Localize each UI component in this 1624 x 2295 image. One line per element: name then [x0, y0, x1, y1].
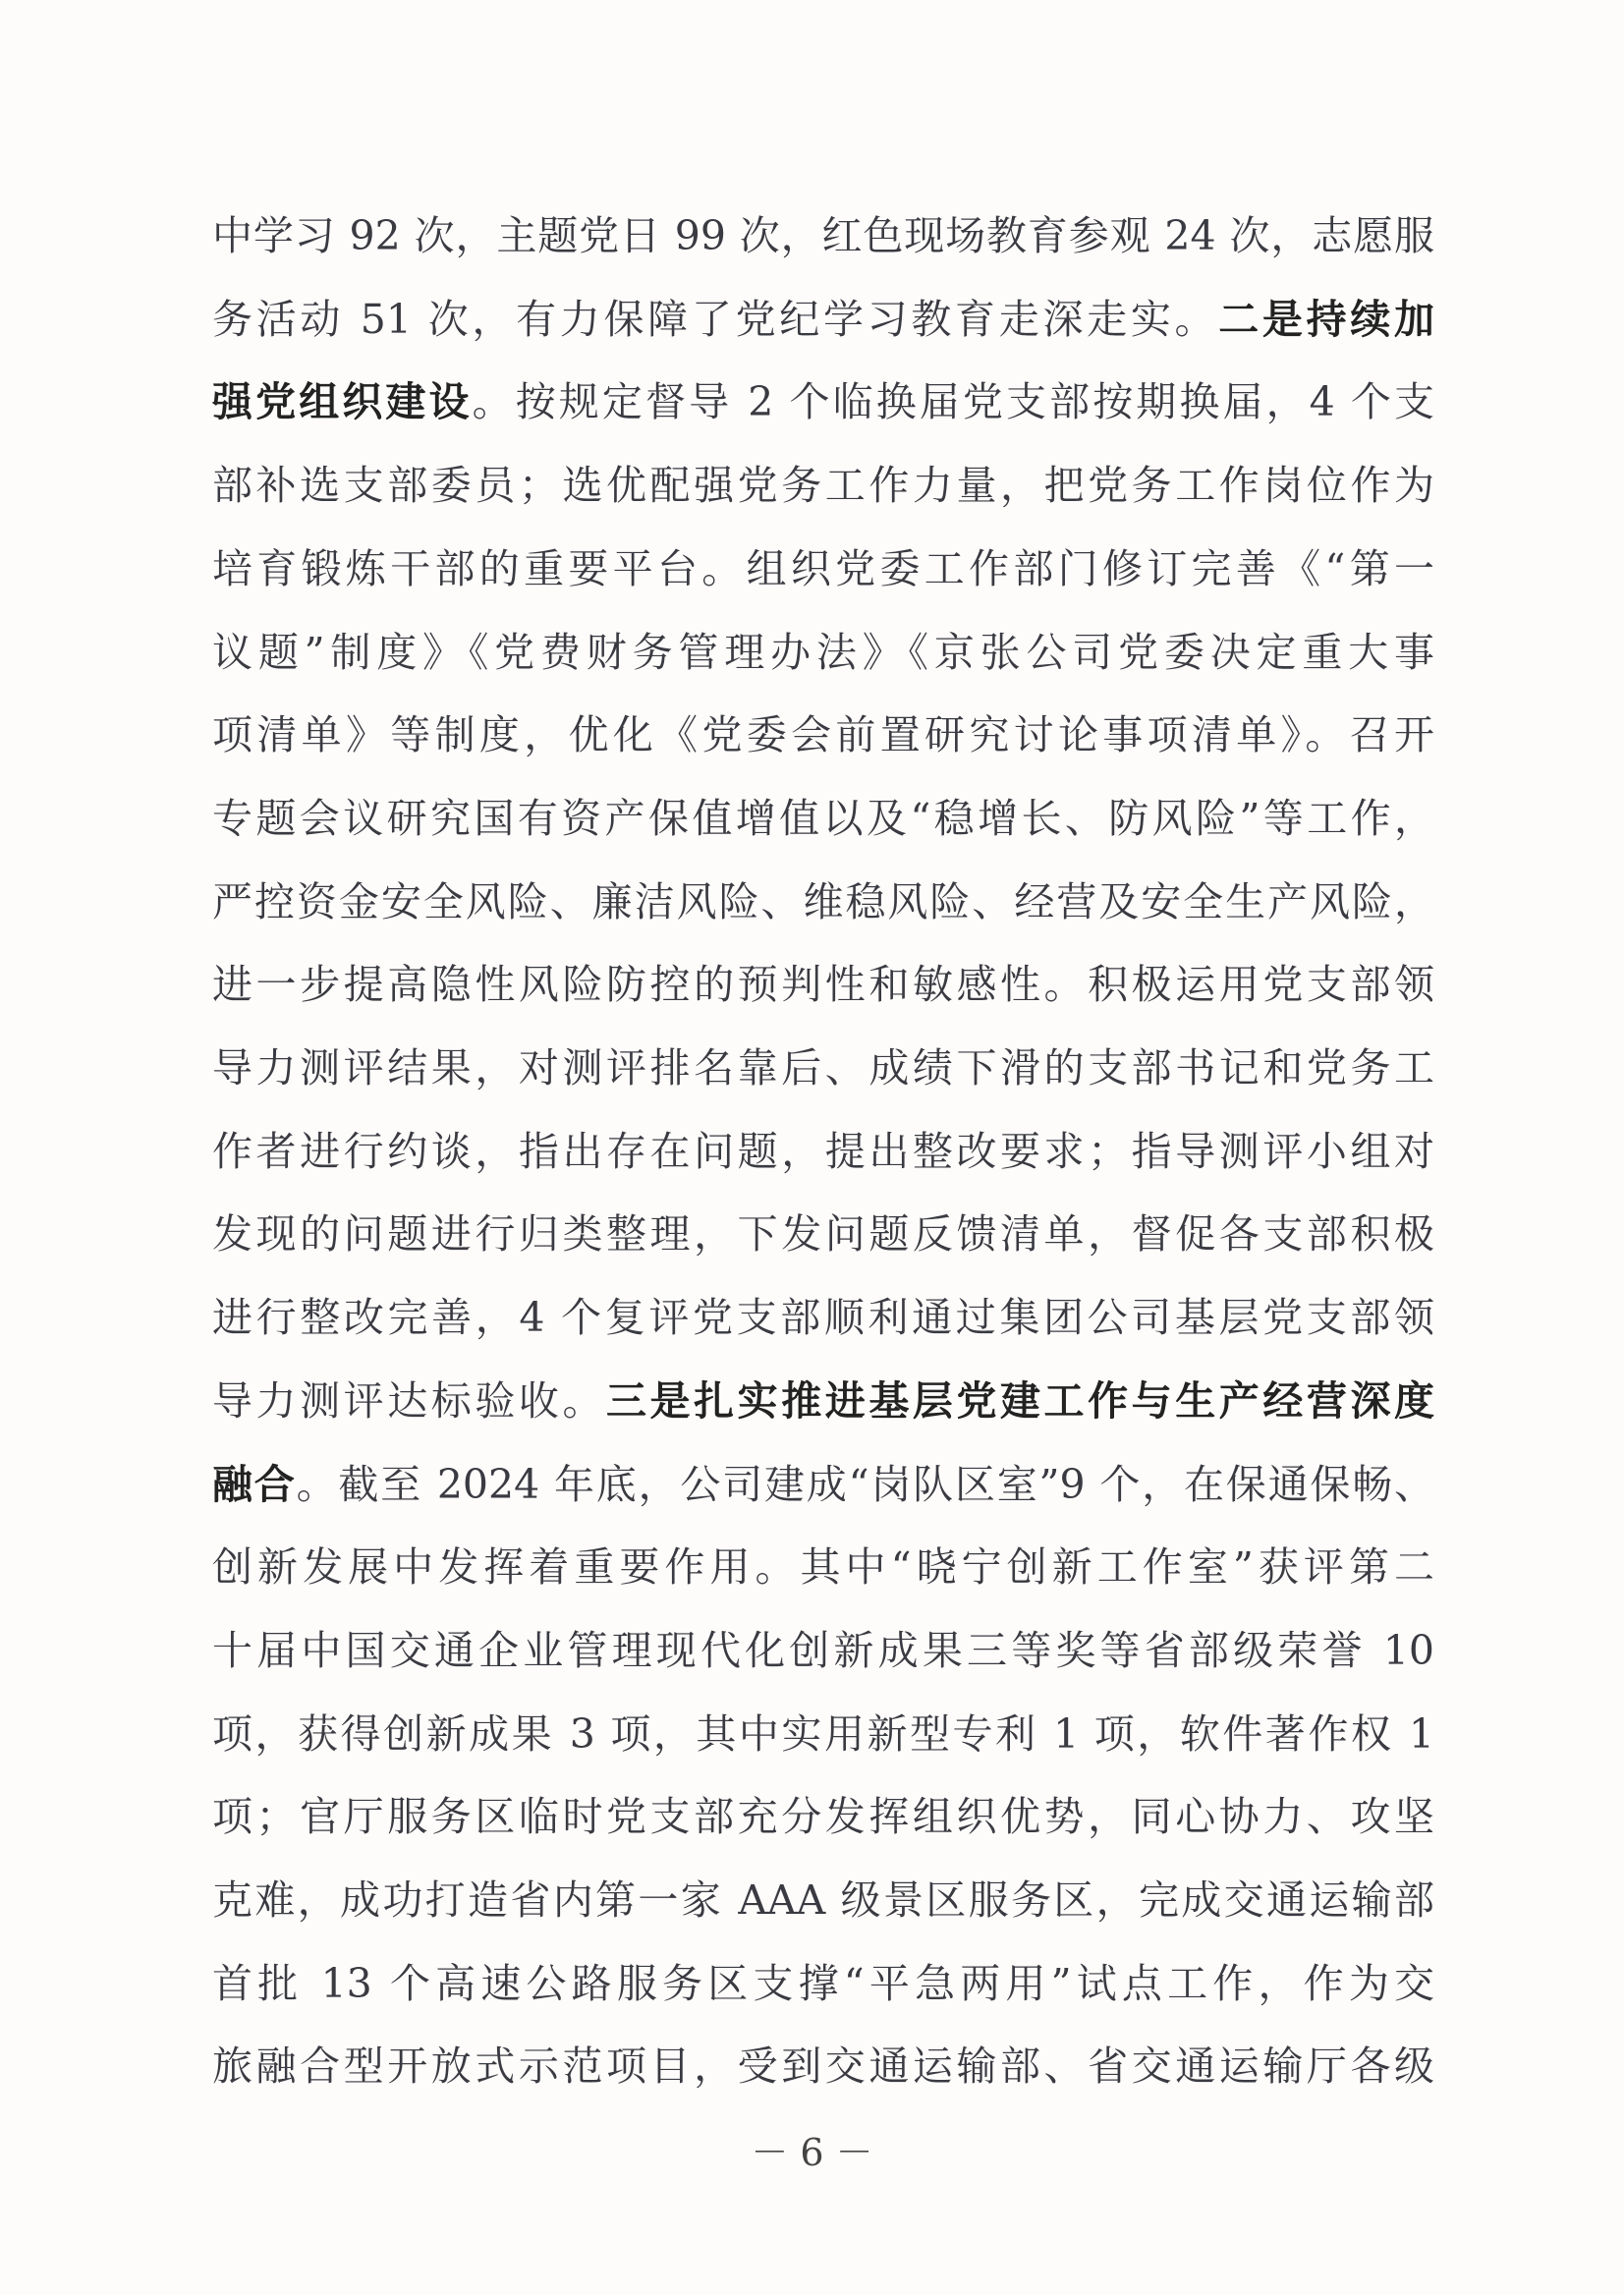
text-segment: 培育锻炼干部的重要平台。组织党委工作部门修订完善《“第一	[212, 544, 1434, 592]
text-line	[212, 611, 1434, 694]
bold-heading-text: 三是扎实推进基层党建工作与生产经营深度	[606, 1376, 1434, 1425]
text-segment: 十届中国交通企业管理现代化创新成果三等奖等省部级荣誉 10	[212, 1626, 1434, 1674]
text-segment: 进行整改完善，4 个复评党支部顺利通过集团公司基层党支部领	[212, 1294, 1434, 1342]
text-line	[212, 1360, 1434, 1442]
text-line	[212, 777, 1434, 860]
text-segment: 导力测评结果，对测评排名靠后、成绩下滑的支部书记和党务工	[212, 1044, 1434, 1092]
text-line	[212, 278, 1434, 361]
text-line	[212, 943, 1434, 1026]
text-line	[212, 694, 1434, 776]
text-line	[212, 1693, 1434, 1775]
text-line	[212, 1027, 1434, 1109]
text-segment: 首批 13 个高速公路服务区支撑“平急两用”试点工作，作为交	[212, 1959, 1434, 2007]
text-segment: 发现的问题进行归类整理，下发问题反馈清单，督促各支部积极	[212, 1210, 1434, 1259]
text-line	[212, 1193, 1434, 1275]
text-line	[212, 1110, 1434, 1193]
text-segment: 作者进行约谈，指出存在问题，提出整改要求；指导测评小组对	[212, 1127, 1434, 1175]
text-line	[212, 2025, 1434, 2107]
text-line	[212, 1775, 1434, 1858]
text-line	[212, 1609, 1434, 1692]
page-number: － 6 －	[751, 2131, 873, 2174]
text-segment: 进一步提高隐性风险防控的预判性和敏感性。积极运用党支部领	[212, 961, 1434, 1009]
text-line	[212, 1942, 1434, 2025]
text-segment: 旅融合型开放式示范项目，受到交通运输部、省交通运输厅各级	[212, 2043, 1434, 2091]
bold-heading-text: 融合	[212, 1460, 297, 1508]
bold-heading-text: 二是持续加	[1218, 295, 1434, 343]
text-segment: 项清单》等制度，优化《党委会前置研究讨论事项清单》。召开	[212, 711, 1434, 759]
text-line	[212, 1526, 1434, 1608]
text-line	[212, 1443, 1434, 1526]
text-line	[212, 1276, 1434, 1359]
text-segment: 项，获得创新成果 3 项，其中实用新型专利 1 项，软件著作权 1	[212, 1709, 1434, 1758]
text-segment: 务活动 51 次，有力保障了党纪学习教育走深走实。	[212, 295, 1219, 343]
text-segment: 。按规定督导 2 个临换届党支部按期换届，4 个支	[472, 378, 1434, 426]
text-line	[212, 528, 1434, 610]
text-segment: 导力测评达标验收。	[212, 1376, 606, 1425]
text-line	[212, 195, 1434, 277]
text-segment: 克难，成功打造省内第一家 AAA 级景区服务区，完成交通运输部	[212, 1876, 1434, 1924]
text-line	[212, 361, 1434, 443]
text-segment: 。截至 2024 年底，公司建成“岗队区室”9 个，在保通保畅、	[296, 1460, 1434, 1508]
text-line	[212, 1859, 1434, 1941]
text-line	[212, 861, 1434, 943]
text-segment: 严控资金安全风险、廉洁风险、维稳风险、经营及安全生产风险，	[212, 877, 1434, 925]
text-segment: 专题会议研究国有资产保值增值以及“稳增长、防风险”等工作，	[212, 794, 1434, 842]
text-segment: 项；官厅服务区临时党支部充分发挥组织优势，同心协力、攻坚	[212, 1793, 1434, 1841]
text-segment: 中学习 92 次，主题党日 99 次，红色现场教育参观 24 次，志愿服	[212, 212, 1434, 259]
text-segment: 创新发展中发挥着重要作用。其中“晓宁创新工作室”获评第二	[212, 1543, 1434, 1592]
text-segment: 议题”制度》《党费财务管理办法》《京张公司党委决定重大事	[212, 628, 1434, 676]
text-line	[212, 444, 1434, 527]
text-segment: 部补选支部委员；选优配强党务工作力量，把党务工作岗位作为	[212, 462, 1434, 510]
bold-heading-text: 强党组织建设	[212, 378, 473, 426]
